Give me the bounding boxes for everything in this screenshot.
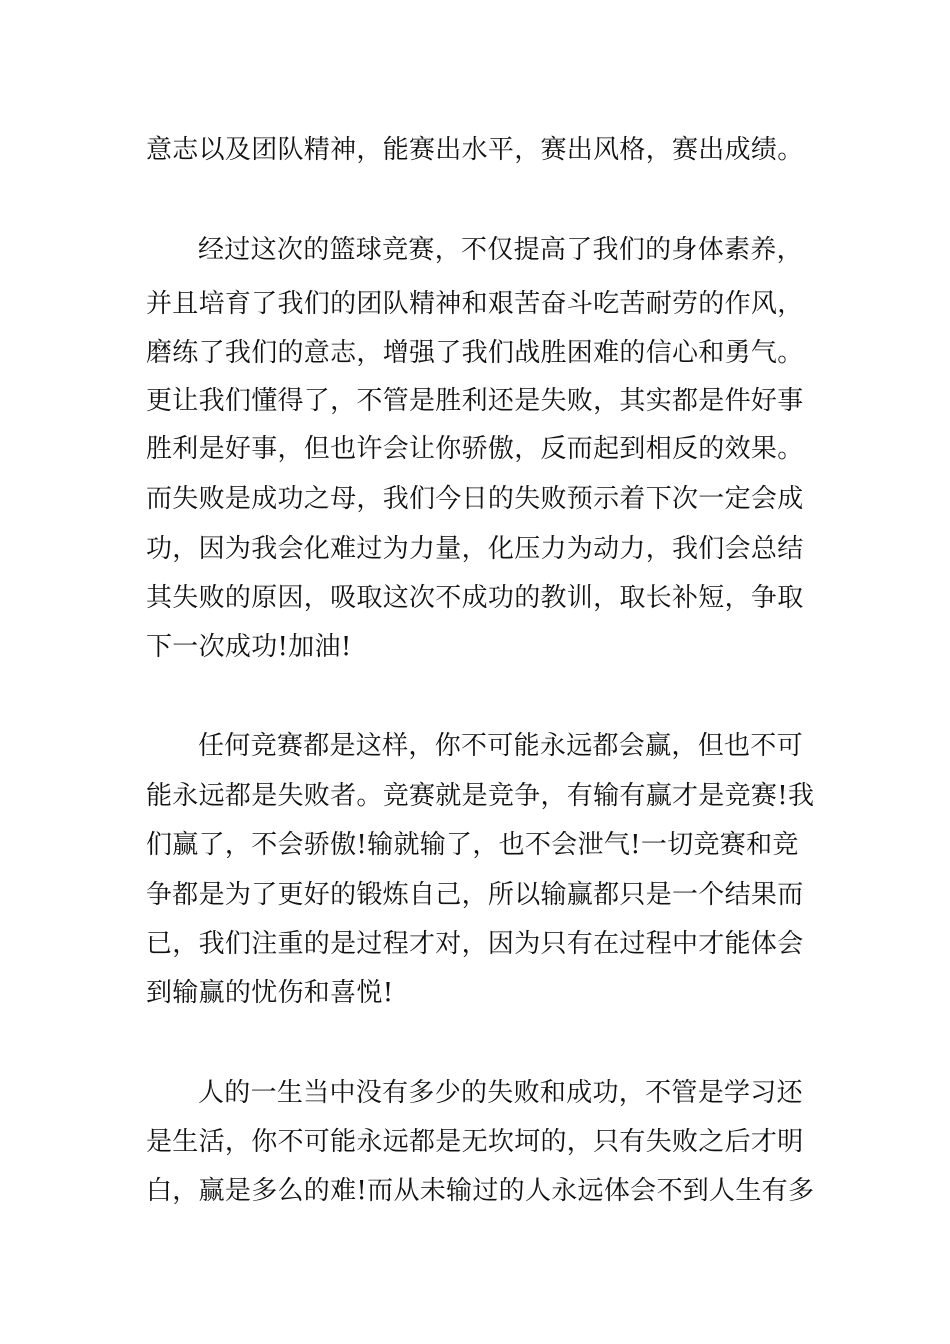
- text-line: 到输赢的忧伤和喜悦!: [146, 978, 394, 1008]
- text-line: 而失败是成功之母，我们今日的失败预示着下次一定会成: [146, 484, 804, 514]
- text-line: 能永远都是失败者。竞赛就是竞争，有输有赢才是竞赛!我: [146, 781, 815, 811]
- text-line: 任何竞赛都是这样，你不可能永远都会赢，但也不可: [198, 731, 803, 761]
- text-line: 经过这次的篮球竞赛，不仅提高了我们的身体素养，: [198, 235, 803, 265]
- text-line: 并且培育了我们的团队精神和艰苦奋斗吃苦耐劳的作风，: [146, 289, 804, 319]
- text-line: 争都是为了更好的锻炼自己，所以输赢都只是一个结果而: [146, 880, 804, 910]
- text-line: 白，赢是多么的难!而从未输过的人永远体会不到人生有多: [146, 1176, 815, 1206]
- text-line: 其失败的原因，吸取这次不成功的教训，取长补短，争取: [146, 583, 804, 613]
- text-line: 人的一生当中没有多少的失败和成功，不管是学习还: [198, 1078, 803, 1108]
- text-line: 功，因为我会化难过为力量，化压力为动力，我们会总结: [146, 534, 804, 564]
- text-line: 更让我们懂得了，不管是胜利还是失败，其实都是件好事: [146, 386, 804, 416]
- text-line: 下一次成功!加油!: [146, 632, 352, 662]
- text-line: 磨练了我们的意志，增强了我们战胜困难的信心和勇气。: [146, 338, 804, 368]
- text-line: 胜利是好事，但也许会让你骄傲，反而起到相反的效果。: [146, 434, 804, 464]
- text-line: 已，我们注重的是过程才对，因为只有在过程中才能体会: [146, 929, 804, 959]
- text-line: 是生活，你不可能永远都是无坎坷的，只有失败之后才明: [146, 1127, 804, 1157]
- text-line: 们赢了，不会骄傲!输就输了，也不会泄气!一切竞赛和竞: [146, 830, 799, 860]
- text-line: 意志以及团队精神，能赛出水平，赛出风格，赛出成绩。: [146, 135, 804, 165]
